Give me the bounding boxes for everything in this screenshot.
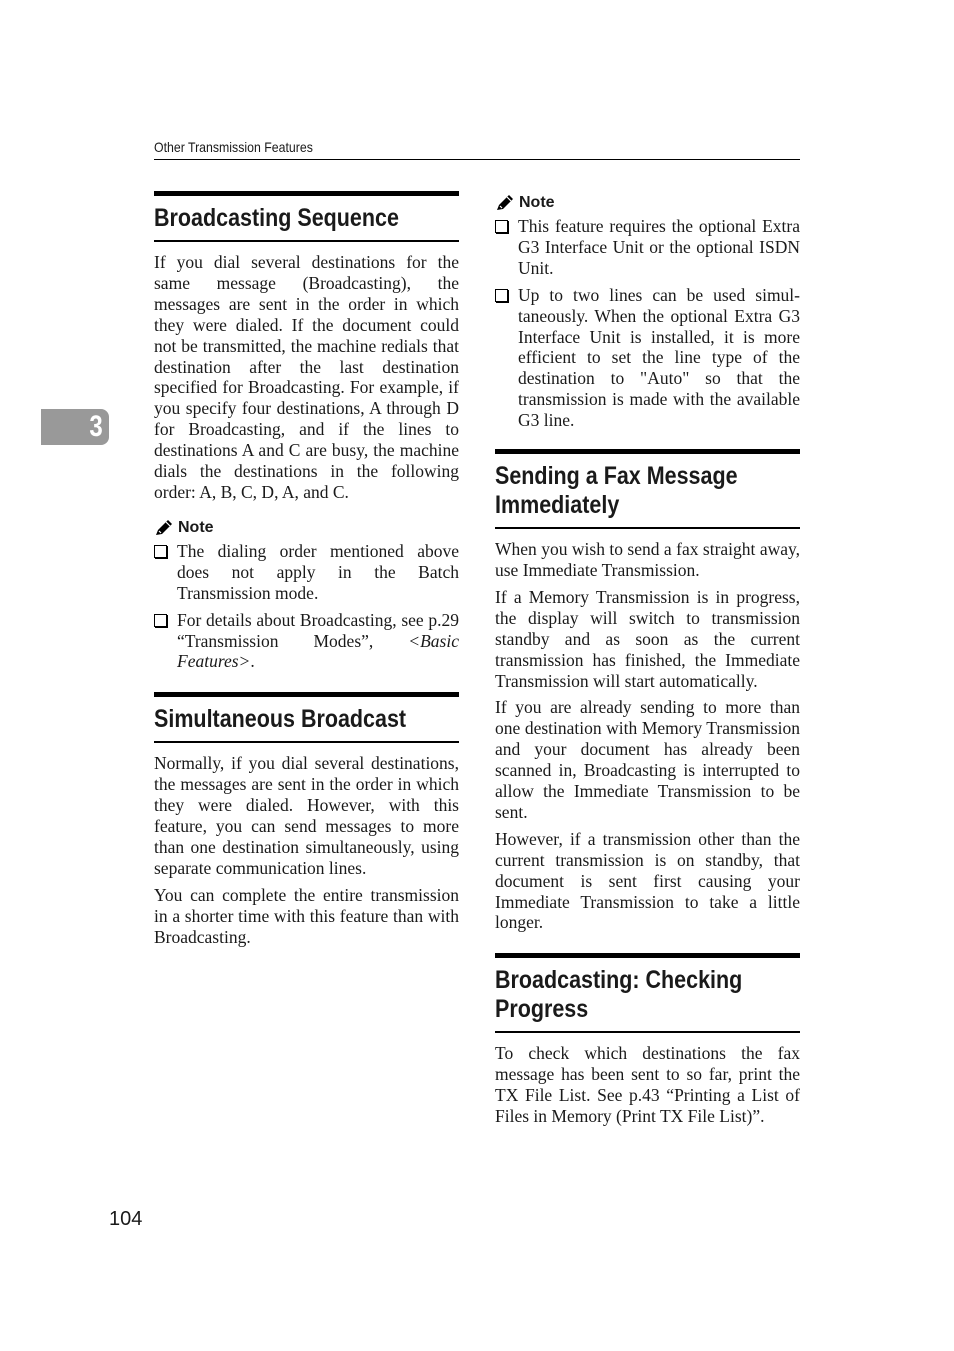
chapter-tab — [41, 409, 109, 445]
paragraph: Normally, if you dial several destinations, the messages are sent in the order in which they were dialed. However, with this feature, you can send messages to more than one destination simultaneously, using separate communication lines. — [154, 753, 459, 878]
note-text: The dialing order mentioned above does not apply in the Batch Transmission mode. — [177, 540, 459, 603]
note-item — [495, 216, 800, 279]
note-label: Note — [178, 518, 214, 536]
section-title-sending-fax-immediately: Sending a Fax Message Immediately — [495, 449, 800, 529]
note-item — [154, 610, 459, 673]
pencil-note-icon — [495, 194, 515, 212]
paragraph: You can complete the entire transmission in a shorter time with this feature than with Broadcasting. — [154, 884, 459, 947]
section-title-broadcasting-sequence: Broadcasting Sequence — [154, 191, 459, 242]
note-text: This feature requires the optional Extra G3 Interface Unit or the optional ISDN Unit. — [518, 216, 800, 278]
running-head-text: Other Transmission Features — [154, 139, 313, 155]
paragraph: To check which destinations the fax message has been sent to so far, print the TX File List. See p.43 “Printing a List of Files in Memory (Print TX File List)”. — [495, 1043, 800, 1127]
note-item — [154, 541, 459, 604]
note-item — [495, 285, 800, 431]
checkbox-bullet-icon — [154, 614, 167, 627]
note-text: For details about Broadcasting, see p.29 “Transmission Modes”, <Basic Features>. — [177, 609, 459, 672]
checkbox-bullet-icon — [495, 289, 508, 302]
running-head — [154, 138, 800, 160]
section-title-broadcasting-checking-progress: Broadcasting: Checking Progress — [495, 953, 800, 1033]
pencil-note-icon — [154, 519, 174, 537]
left-column — [154, 191, 459, 953]
checkbox-bullet-icon — [495, 220, 508, 233]
page-number: 104 — [109, 1208, 143, 1230]
manual-reference: <Basic Features> — [177, 630, 459, 672]
checkbox-bullet-icon — [154, 545, 167, 558]
paragraph: When you wish to send a fax straight away, use Immediate Transmission. — [495, 539, 800, 580]
note-heading — [154, 517, 459, 539]
paragraph: If you dial several destinations for the same message (Broadcasting), the messages are sent in the order in which they were dialed. If the document could not be transmitted, the machine redials that destination after the last destination specified for Broadcasting. For example, if you specify four destinations, A through D for Broadcasting, and if the lines to destinations A and C are busy, the machine dials the destinations in the following order: A, B, C, D, A, and C. — [154, 252, 459, 502]
note-text: Up to two lines can be used simultaneously. When the optional Extra G3 Interface Unit is installed, it is more efficient to set the line type of the destination to "Auto" so that the transmission is made with the available G3 line. — [518, 284, 800, 431]
chapter-number: 3 — [89, 410, 103, 443]
right-column — [495, 192, 800, 1133]
note-heading — [495, 192, 800, 214]
note-label: Note — [519, 194, 555, 211]
paragraph: However, if a transmission other than the current transmission is on standby, that document is sent first causing your Immediate Transmission to take a little longer. — [495, 828, 800, 933]
section-title-simultaneous-broadcast: Simultaneous Broadcast — [154, 692, 459, 743]
paragraph: If a Memory Transmission is in progress, the display will switch to transmission standby and as soon as the current transmission has finished, the Immediate Transmission will start automatically. — [495, 586, 800, 691]
paragraph: If you are already sending to more than one destination with Memory Transmission and your document has already been scanned in, Broadcasting is interrupted to allow the Immediate Transmission to be sent. — [495, 697, 800, 822]
